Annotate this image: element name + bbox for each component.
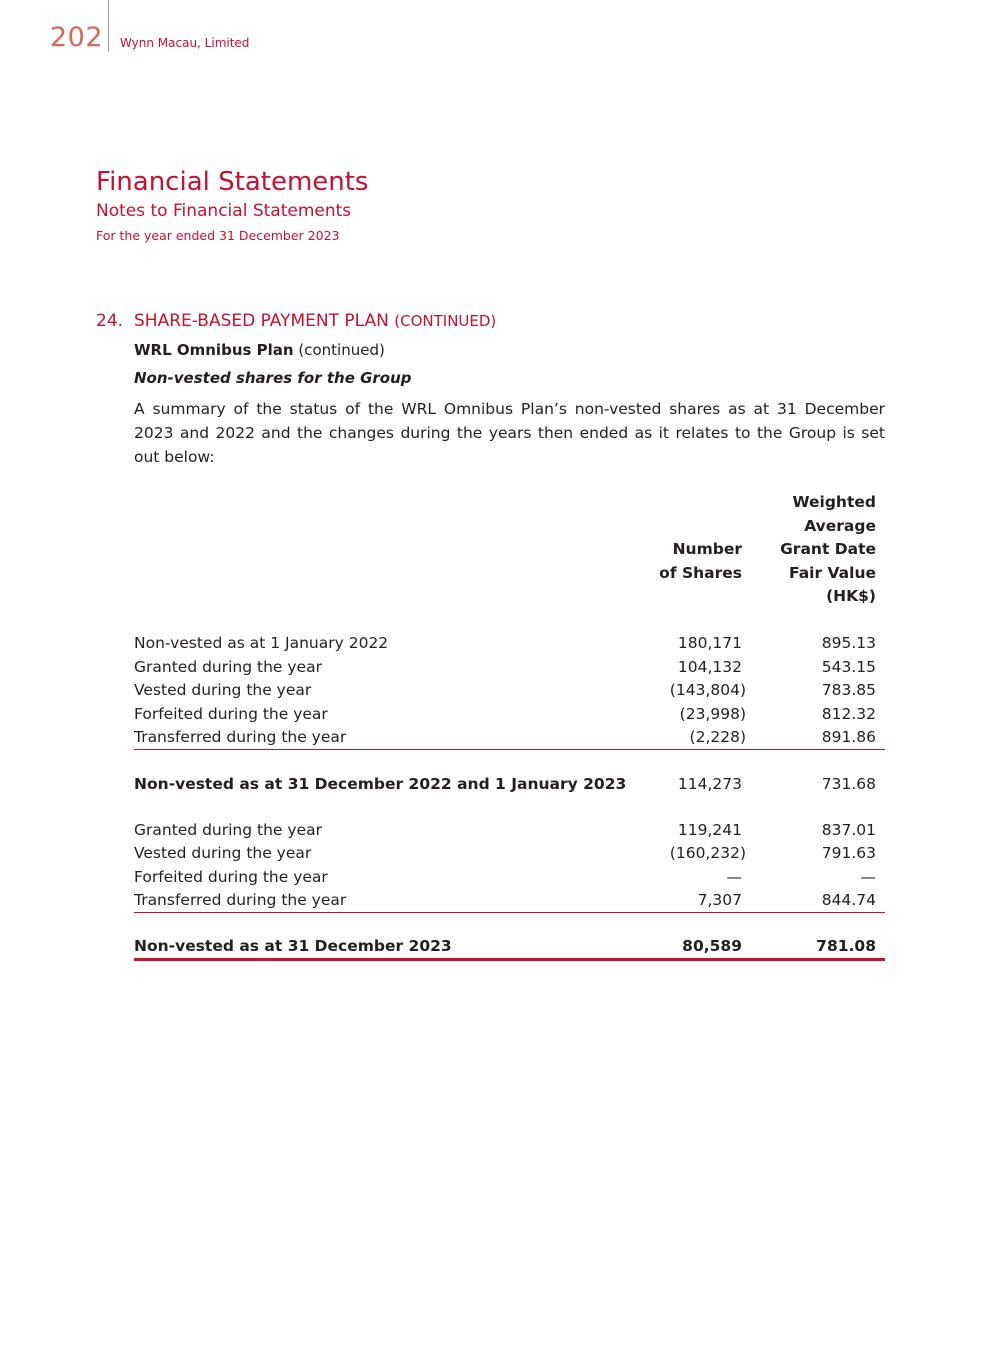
row-value: 543.15 bbox=[821, 658, 876, 676]
row-shares: (2,228) bbox=[689, 728, 746, 746]
row-shares: (23,998) bbox=[679, 705, 746, 723]
row-value: 781.08 bbox=[816, 937, 876, 955]
row-label: Non-vested as at 31 December 2023 bbox=[134, 937, 452, 955]
row-shares: (143,804) bbox=[669, 681, 746, 699]
row-shares: (160,232) bbox=[669, 844, 746, 862]
row-value: 844.74 bbox=[821, 891, 876, 909]
plan-heading bbox=[134, 341, 385, 359]
row-label: Forfeited during the year bbox=[134, 868, 328, 886]
table-row bbox=[134, 842, 885, 866]
col-header-value-line: (HK$) bbox=[826, 587, 876, 605]
row-shares: 80,589 bbox=[682, 937, 742, 955]
table-row-total bbox=[134, 935, 885, 959]
table-row bbox=[134, 703, 885, 727]
row-label: Vested during the year bbox=[134, 681, 312, 699]
row-value: 812.32 bbox=[821, 705, 876, 723]
section-title: SHARE-BASED PAYMENT PLAN bbox=[134, 311, 389, 331]
section-continued: (CONTINUED) bbox=[394, 312, 497, 330]
company-name: Wynn Macau, Limited bbox=[120, 36, 250, 50]
row-label: Granted during the year bbox=[134, 658, 322, 676]
row-label: Non-vested as at 31 December 2022 and 1 January 2023 bbox=[134, 775, 627, 793]
row-value: 731.68 bbox=[821, 775, 876, 793]
section-number: 24. bbox=[96, 311, 124, 331]
summary-paragraph: A summary of the status of the WRL Omnibus Plan’s non-vested shares as at 31 December 2023 and 2022 and the changes during the years then ended as it relates to the Group is set out below: bbox=[134, 400, 885, 466]
row-label: Vested during the year bbox=[134, 844, 312, 862]
row-value: 837.01 bbox=[821, 821, 876, 839]
table-row bbox=[134, 726, 885, 750]
row-shares: 114,273 bbox=[677, 775, 742, 793]
section-heading bbox=[96, 311, 496, 331]
col-header-fair-value bbox=[745, 491, 876, 609]
page-number: 202 bbox=[50, 22, 104, 53]
row-label: Non-vested as at 1 January 2022 bbox=[134, 634, 389, 652]
row-value: 895.13 bbox=[821, 634, 876, 652]
table-row bbox=[134, 819, 885, 843]
row-value: — bbox=[860, 868, 876, 886]
row-value: 791.63 bbox=[821, 844, 876, 862]
table-row-subtotal bbox=[134, 773, 885, 797]
row-shares: 119,241 bbox=[677, 821, 742, 839]
col-header-value-line: Fair Value bbox=[789, 563, 876, 582]
period-caption: For the year ended 31 December 2023 bbox=[96, 228, 340, 243]
table-row bbox=[134, 632, 885, 656]
row-label: Forfeited during the year bbox=[134, 705, 328, 723]
row-shares: — bbox=[726, 868, 742, 886]
plan-name: WRL Omnibus Plan bbox=[134, 341, 294, 359]
col-header-shares-line: Number bbox=[672, 540, 742, 558]
row-value: 891.86 bbox=[821, 728, 876, 746]
row-value: 783.85 bbox=[821, 681, 876, 699]
col-header-value-line: Average bbox=[804, 516, 876, 535]
table-row bbox=[134, 889, 885, 913]
subheading: Non-vested shares for the Group bbox=[134, 369, 412, 387]
subtotal-rule bbox=[134, 912, 885, 913]
plan-suffix: (continued) bbox=[298, 341, 385, 359]
col-header-value-line: Weighted bbox=[792, 493, 876, 511]
table-row bbox=[134, 679, 885, 703]
row-shares: 7,307 bbox=[697, 891, 742, 909]
subtotal-rule bbox=[134, 749, 885, 750]
table-row bbox=[134, 656, 885, 680]
document-subtitle: Notes to Financial Statements bbox=[96, 201, 352, 221]
row-label: Transferred during the year bbox=[134, 891, 347, 909]
row-label: Transferred during the year bbox=[134, 728, 347, 746]
row-shares: 180,171 bbox=[677, 634, 742, 652]
table-row bbox=[134, 866, 885, 890]
row-shares: 104,132 bbox=[677, 658, 742, 676]
col-header-shares-line: of Shares bbox=[659, 563, 742, 582]
col-header-value-line: Grant Date bbox=[780, 540, 876, 558]
total-rule bbox=[134, 958, 885, 961]
header-divider bbox=[108, 0, 109, 52]
col-header-shares bbox=[600, 491, 742, 585]
row-label: Granted during the year bbox=[134, 821, 322, 839]
document-title: Financial Statements bbox=[96, 167, 369, 197]
